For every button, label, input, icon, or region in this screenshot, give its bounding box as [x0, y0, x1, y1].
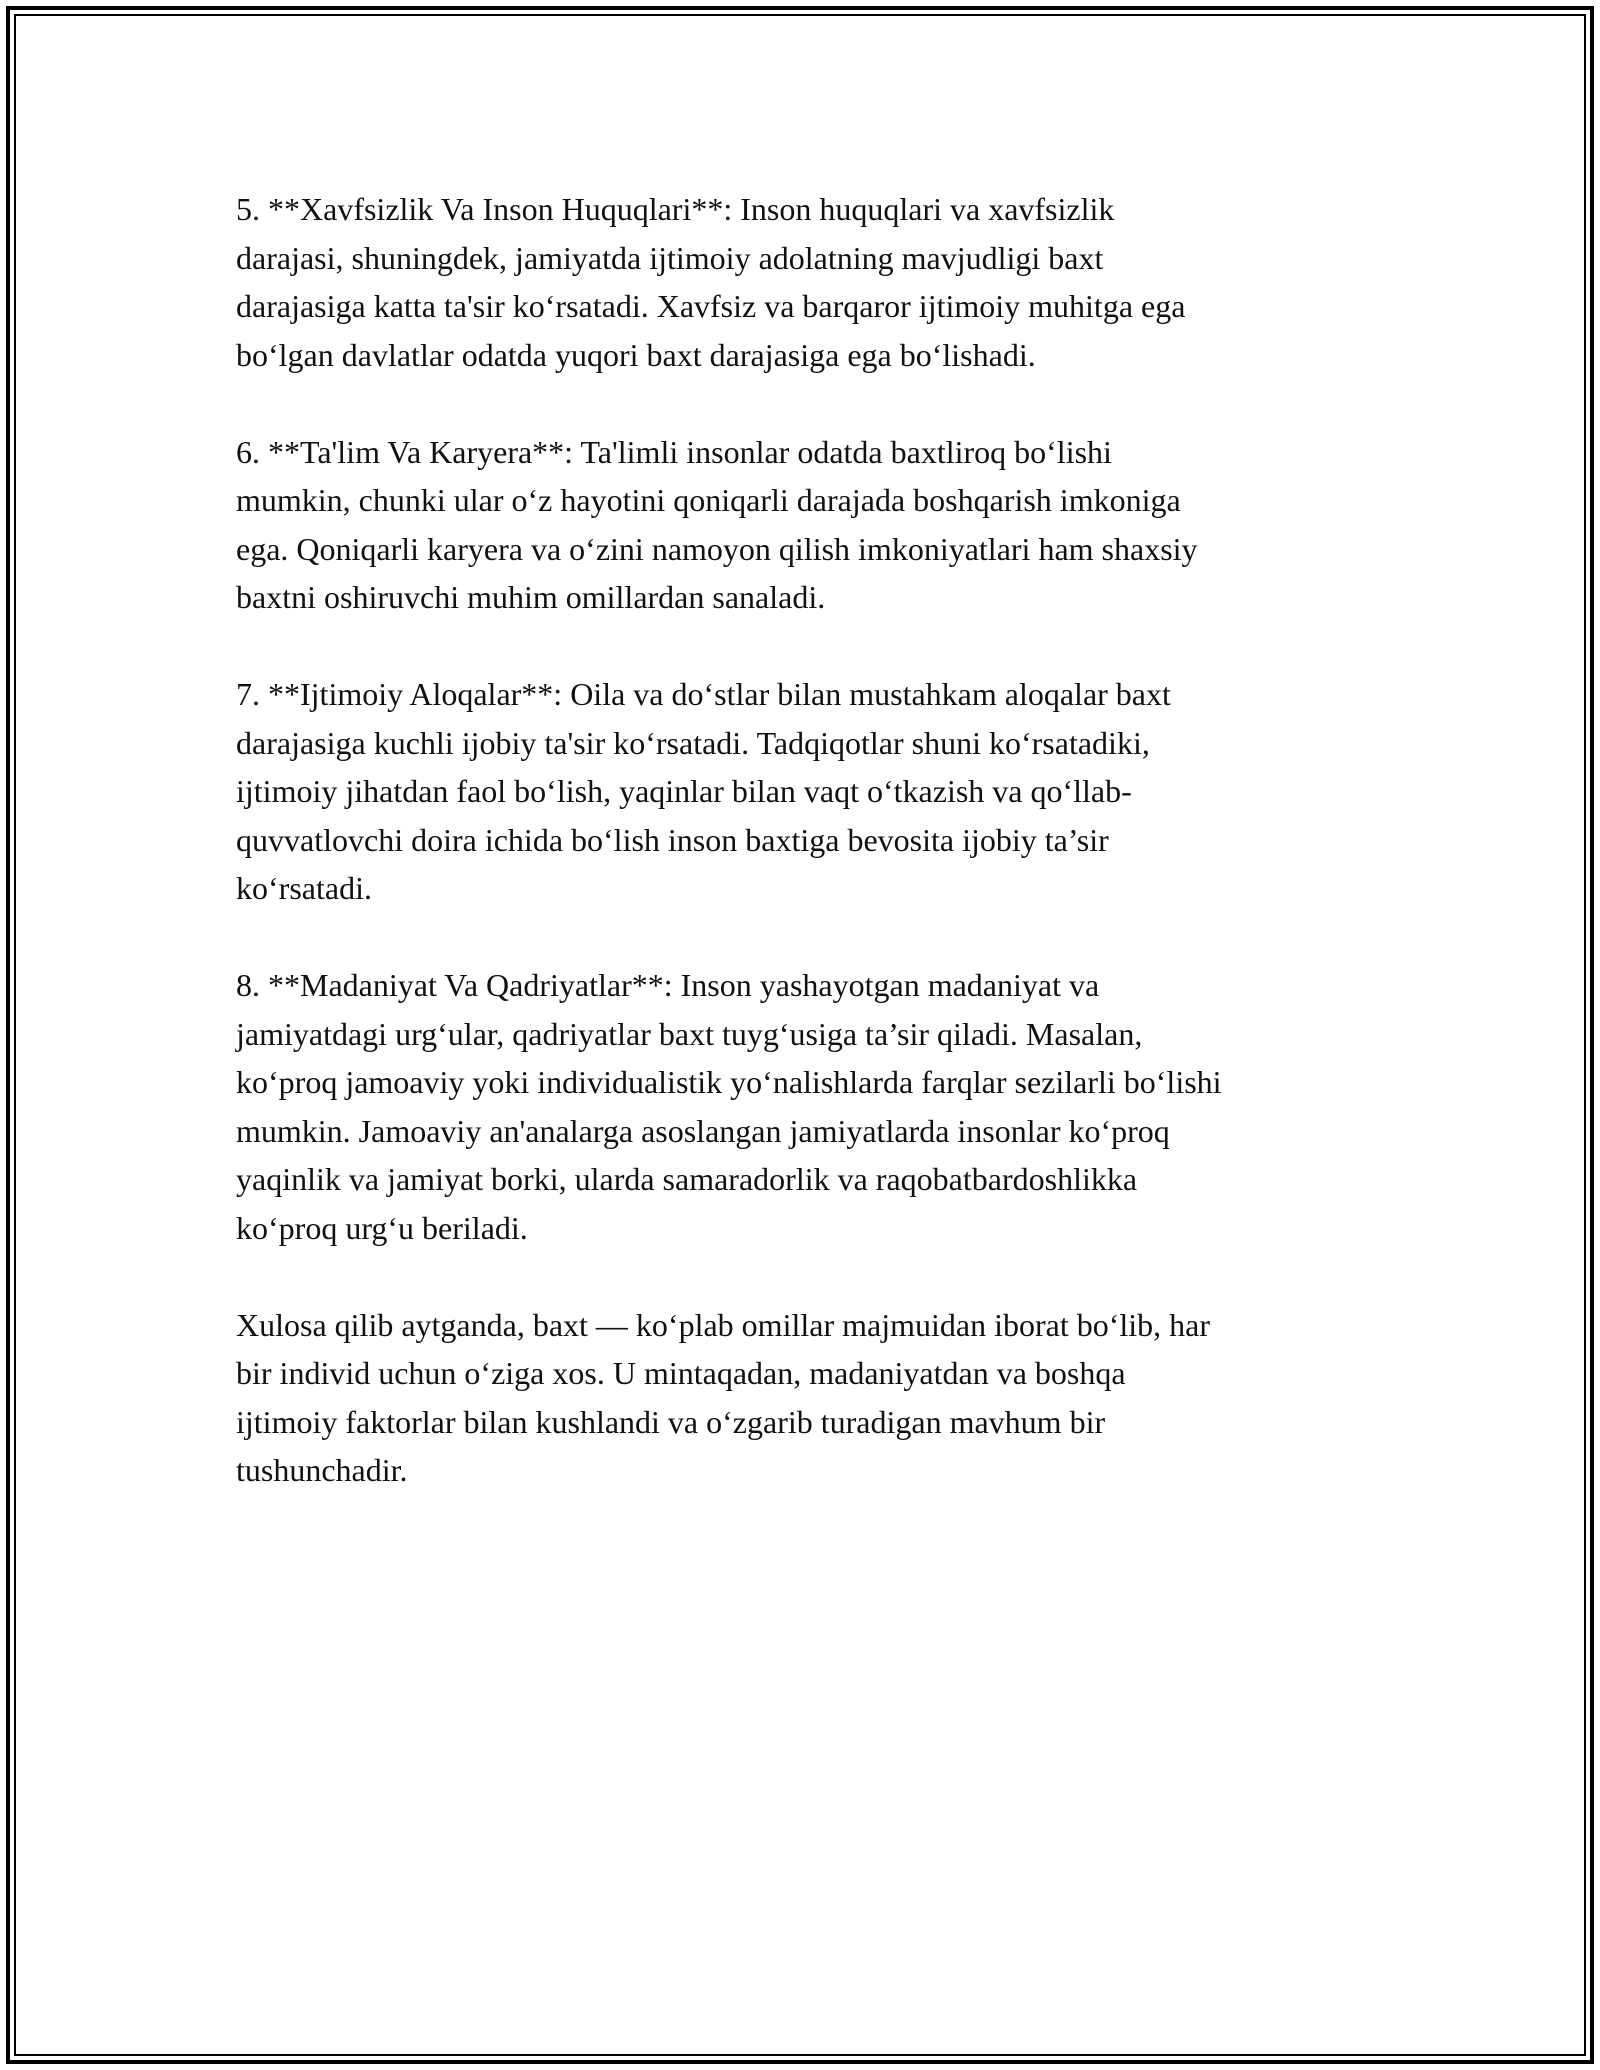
text-line: ega. Qoniqarli karyera va o‘zini namoyon qilish imkoniyatlari ham shaxsiy: [236, 530, 1198, 567]
text-line: ijtimoiy faktorlar bilan kushlandi va o‘zgarib turadigan mavhum bir: [236, 1403, 1106, 1440]
text-line: quvvatlovchi doira ichida bo‘lish inson baxtiga bevosita ijobiy ta’sir: [236, 821, 1109, 858]
document-body: [236, 185, 1376, 1543]
text-line: 5. **Xavfsizlik Va Inson Huquqlari**: Inson huquqlari va xavfsizlik: [236, 191, 1115, 227]
text-line: darajasiga kuchli ijobiy ta'sir ko‘rsatadi. Tadqiqotlar shuni ko‘rsatadiki,: [236, 724, 1150, 761]
text-line: jamiyatdagi urg‘ular, qadriyatlar baxt tuyg‘usiga ta’sir qiladi. Masalan,: [236, 1015, 1143, 1052]
text-line: ko‘rsatadi.: [236, 870, 372, 906]
text-line: tushunchadir.: [236, 1452, 408, 1488]
paragraph-education-career: [236, 428, 1376, 622]
text-line: mumkin, chunki ular o‘z hayotini qoniqarli darajada boshqarish imkoniga: [236, 482, 1181, 518]
text-line: ko‘proq jamoaviy yoki individualistik yo‘nalishlarda farqlar sezilarli bo‘lishi: [236, 1064, 1222, 1100]
text-line: ijtimoiy jihatdan faol bo‘lish, yaqinlar bilan vaqt o‘tkazish va qo‘llab-: [236, 773, 1132, 809]
paragraph-social-relations: [236, 670, 1376, 913]
text-line: darajasiga katta ta'sir ko‘rsatadi. Xavfsiz va barqaror ijtimoiy muhitga ega: [236, 288, 1186, 324]
text-line: mumkin. Jamoaviy an'analarga asoslangan jamiyatlarda insonlar ko‘proq: [236, 1112, 1170, 1149]
paragraph-conclusion: [236, 1301, 1376, 1495]
text-line: 7. **Ijtimoiy Aloqalar**: Oila va do‘stlar bilan mustahkam aloqalar baxt: [236, 676, 1171, 712]
text-line: 8. **Madaniyat Va Qadriyatlar**: Inson yashayotgan madaniyat va: [236, 967, 1100, 1003]
text-line: bo‘lgan davlatlar odatda yuqori baxt darajasiga ega bo‘lishadi.: [236, 336, 1036, 373]
text-line: Xulosa qilib aytganda, baxt — ko‘plab omillar majmuidan iborat bo‘lib, har: [236, 1306, 1210, 1343]
text-line: yaqinlik va jamiyat borki, ularda samaradorlik va raqobatbardoshlikka: [236, 1161, 1138, 1197]
text-line: 6. **Ta'lim Va Karyera**: Ta'limli insonlar odatda baxtliroq bo‘lishi: [236, 433, 1112, 470]
paragraph-culture-values: [236, 961, 1376, 1252]
text-line: bir individ uchun o‘ziga xos. U mintaqadan, madaniyatdan va boshqa: [236, 1355, 1126, 1391]
paragraph-security-human-rights: [236, 185, 1376, 379]
text-line: ko‘proq urg‘u beriladi.: [236, 1209, 528, 1246]
text-line: baxtni oshiruvchi muhim omillardan sanaladi.: [236, 579, 826, 615]
text-line: darajasi, shuningdek, jamiyatda ijtimoiy adolatning mavjudligi baxt: [236, 239, 1104, 276]
